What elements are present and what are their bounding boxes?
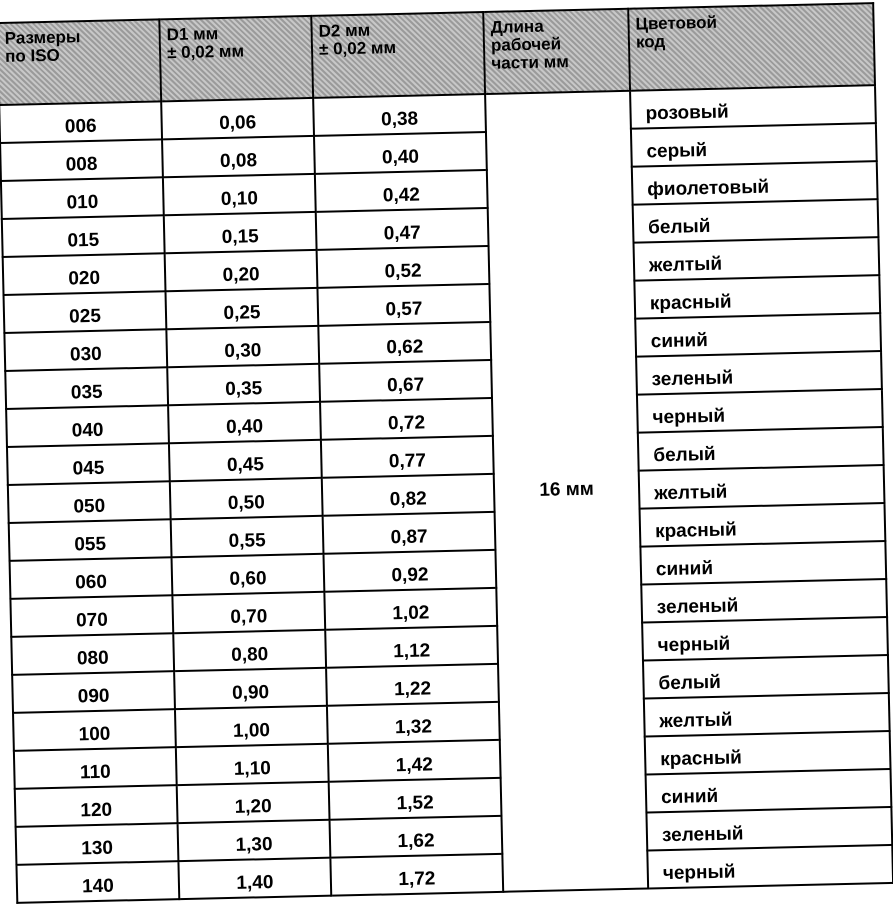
cell-size: 035 (5, 367, 168, 409)
cell-size: 090 (12, 671, 175, 713)
cell-d2: 0,38 (313, 94, 486, 136)
cell-size: 008 (0, 139, 163, 181)
cell-color-code: желтый (634, 237, 880, 281)
cell-size: 055 (9, 519, 172, 561)
cell-size: 060 (10, 557, 173, 599)
cell-d2: 1,32 (327, 702, 500, 744)
instrument-size-table (0, 2, 893, 904)
cell-color-code: белый (643, 655, 889, 699)
cell-d1: 0,06 (161, 98, 314, 139)
cell-d2: 0,62 (318, 322, 491, 364)
cell-size: 100 (13, 709, 176, 751)
cell-size: 025 (4, 291, 167, 333)
cell-color-code: красный (645, 731, 891, 775)
cell-d2: 0,52 (317, 246, 490, 288)
cell-d2: 1,22 (326, 664, 499, 706)
cell-d1: 0,60 (172, 554, 325, 595)
cell-d1: 1,40 (178, 858, 331, 899)
header-color-code: Цветовой код (628, 3, 875, 91)
header-d2: D2 мм ± 0,02 мм (311, 12, 485, 98)
cell-d2: 0,82 (322, 474, 495, 516)
cell-d1: 1,30 (178, 820, 331, 861)
cell-d1: 0,15 (164, 212, 317, 253)
cell-d2: 1,12 (325, 626, 498, 668)
cell-color-code: черный (642, 617, 888, 661)
cell-color-code: зеленый (636, 351, 882, 395)
cell-color-code: белый (638, 427, 884, 471)
cell-color-code: красный (640, 503, 886, 547)
cell-d1: 0,55 (171, 516, 324, 557)
cell-d2: 1,52 (329, 778, 502, 820)
cell-color-code: синий (646, 769, 892, 813)
cell-color-code: красный (634, 275, 880, 319)
cell-d2: 0,57 (317, 284, 490, 326)
cell-size: 045 (7, 443, 170, 485)
cell-d1: 0,45 (169, 440, 322, 481)
table-wrapper (0, 2, 893, 898)
cell-color-code: зеленый (641, 579, 887, 623)
cell-size: 070 (10, 595, 173, 637)
cell-d2: 0,40 (314, 132, 487, 174)
cell-d2: 0,92 (323, 550, 496, 592)
cell-d1: 0,70 (172, 592, 325, 633)
cell-color-code: синий (640, 541, 886, 585)
cell-d2: 1,02 (324, 588, 497, 630)
cell-d2: 1,42 (328, 740, 501, 782)
cell-size: 140 (16, 861, 179, 903)
cell-size: 030 (4, 329, 167, 371)
cell-size: 040 (6, 405, 169, 447)
cell-color-code: черный (637, 389, 883, 433)
cell-size: 015 (2, 215, 165, 257)
cell-d2: 1,72 (330, 854, 503, 896)
cell-size: 110 (14, 747, 177, 789)
cell-d2: 1,62 (330, 816, 503, 858)
cell-d1: 0,35 (167, 364, 320, 405)
cell-d2: 0,87 (323, 512, 496, 554)
cell-size: 050 (8, 481, 171, 523)
cell-d1: 0,25 (165, 288, 318, 329)
header-working-length: Длина рабочей части мм (483, 9, 630, 94)
cell-d1: 1,20 (177, 782, 330, 823)
cell-d1: 0,20 (165, 250, 318, 291)
cell-d1: 0,50 (170, 478, 323, 519)
cell-size: 020 (3, 253, 166, 295)
table-body (0, 85, 893, 903)
cell-d2: 0,47 (316, 208, 489, 250)
cell-d1: 1,00 (175, 706, 328, 747)
cell-d1: 0,90 (174, 668, 327, 709)
cell-d2: 0,67 (319, 360, 492, 402)
cell-d1: 0,10 (163, 174, 316, 215)
cell-color-code: желтый (644, 693, 890, 737)
cell-d2: 0,72 (320, 398, 493, 440)
cell-color-code: серый (631, 123, 877, 167)
cell-color-code: фиолетовый (632, 161, 878, 205)
cell-color-code: белый (633, 199, 879, 243)
cell-size: 010 (1, 177, 164, 219)
cell-size: 006 (0, 101, 162, 143)
cell-d2: 0,77 (321, 436, 494, 478)
cell-color-code: зеленый (646, 807, 892, 851)
cell-d1: 0,08 (162, 136, 315, 177)
cell-working-length: 16 мм (485, 91, 648, 892)
cell-size: 120 (15, 785, 178, 827)
cell-color-code: черный (647, 845, 893, 889)
cell-size: 130 (16, 823, 179, 865)
cell-color-code: желтый (639, 465, 885, 509)
cell-d2: 0,42 (315, 170, 488, 212)
header-size: Размеры по ISO (0, 19, 161, 105)
cell-size: 080 (11, 633, 174, 675)
cell-d1: 0,40 (168, 402, 321, 443)
cell-d1: 1,10 (176, 744, 329, 785)
cell-color-code: синий (635, 313, 881, 357)
cell-color-code: розовый (630, 85, 876, 129)
cell-d1: 0,80 (173, 630, 326, 671)
cell-d1: 0,30 (166, 326, 319, 367)
header-d1: D1 мм ± 0,02 мм (159, 16, 313, 101)
